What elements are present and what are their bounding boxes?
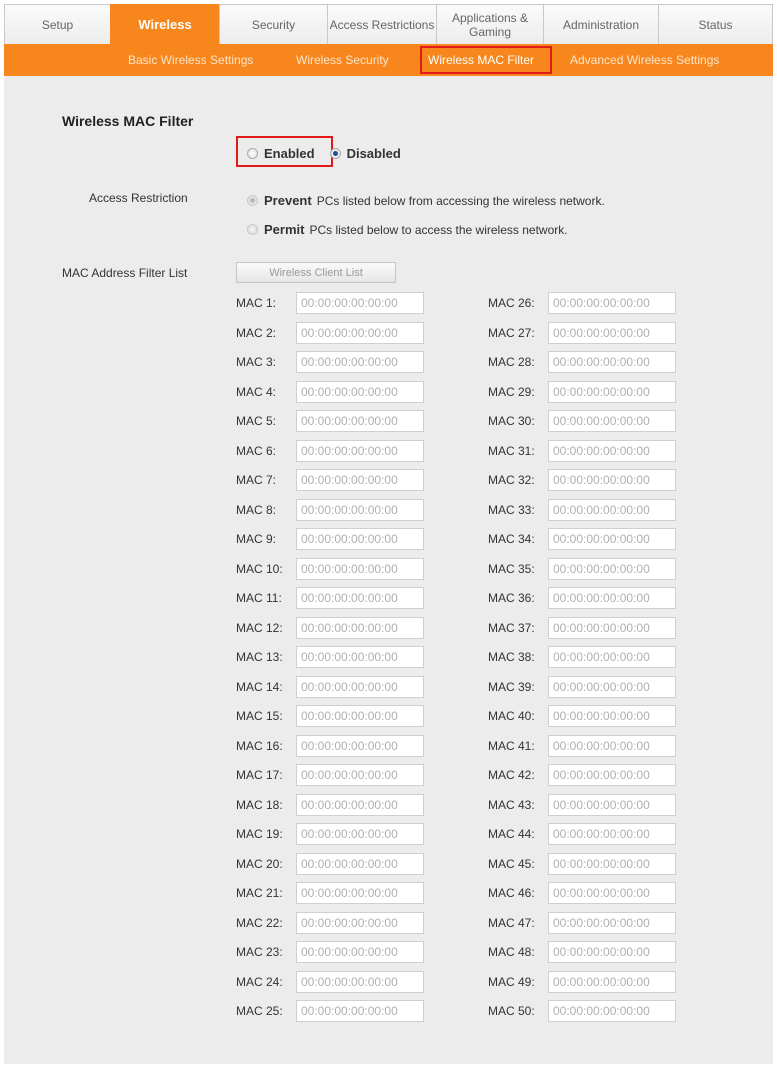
mac-row bbox=[236, 617, 424, 639]
mac-row bbox=[488, 499, 676, 521]
mac-label: MAC 14: bbox=[236, 679, 283, 694]
mac-row bbox=[488, 1000, 676, 1022]
mac-label: MAC 32: bbox=[488, 473, 535, 487]
mac-label: MAC 46: bbox=[488, 886, 535, 900]
mac-row bbox=[236, 381, 424, 403]
mac-label: MAC 6: bbox=[236, 443, 277, 458]
mac-label: MAC 13: bbox=[236, 650, 283, 664]
mac-label: MAC 9: bbox=[236, 532, 277, 546]
enabled-label: Enabled bbox=[264, 146, 315, 161]
mac-row bbox=[488, 558, 676, 580]
mac-address-input[interactable] bbox=[296, 351, 424, 373]
mac-address-input[interactable] bbox=[296, 735, 424, 757]
mac-row bbox=[236, 440, 424, 462]
mac-label: MAC 25: bbox=[236, 1004, 283, 1018]
mac-label: MAC 37: bbox=[488, 620, 535, 635]
mac-label: MAC 11: bbox=[236, 591, 282, 605]
mac-address-input[interactable] bbox=[296, 971, 424, 993]
mac-label: MAC 34: bbox=[488, 532, 535, 546]
mac-row bbox=[488, 882, 676, 904]
mac-row bbox=[488, 646, 676, 668]
mac-label: MAC 10: bbox=[236, 561, 283, 576]
permit-radio[interactable] bbox=[247, 224, 258, 235]
mac-row bbox=[236, 292, 424, 314]
mac-label: MAC 45: bbox=[488, 856, 535, 871]
mac-address-input[interactable] bbox=[548, 469, 676, 491]
mac-label: MAC 33: bbox=[488, 502, 535, 517]
mac-address-input[interactable] bbox=[296, 823, 424, 845]
tab-wireless[interactable]: Wireless bbox=[110, 4, 220, 44]
wireless-client-list-button[interactable]: Wireless Client List bbox=[236, 262, 396, 283]
mac-address-input[interactable] bbox=[548, 587, 676, 609]
mac-label: MAC 2: bbox=[236, 325, 277, 340]
mac-row bbox=[236, 912, 424, 934]
mac-address-input[interactable] bbox=[548, 381, 676, 403]
mac-label: MAC 23: bbox=[236, 945, 283, 959]
mac-address-input[interactable] bbox=[296, 440, 424, 462]
mac-label: MAC 24: bbox=[236, 974, 283, 989]
prevent-text: PCs listed below from accessing the wireless network. bbox=[316, 193, 605, 208]
mac-row bbox=[488, 292, 676, 314]
access-restriction-label: Access Restriction bbox=[89, 191, 188, 205]
mac-address-input[interactable] bbox=[548, 558, 676, 580]
mac-address-input[interactable] bbox=[548, 794, 676, 816]
prevent-radio[interactable] bbox=[247, 195, 258, 206]
mac-label: MAC 49: bbox=[488, 974, 535, 989]
mac-label: MAC 22: bbox=[236, 915, 283, 930]
mac-row bbox=[488, 410, 676, 432]
mac-label: MAC 27: bbox=[488, 325, 535, 340]
mac-row bbox=[488, 764, 676, 786]
mac-row bbox=[236, 558, 424, 580]
mac-row bbox=[236, 322, 424, 344]
mac-row bbox=[488, 528, 676, 550]
mac-row bbox=[236, 794, 424, 816]
mac-label: MAC 21: bbox=[236, 886, 283, 900]
mac-address-input[interactable] bbox=[296, 322, 424, 344]
mac-address-input[interactable] bbox=[296, 764, 424, 786]
mac-label: MAC 30: bbox=[488, 414, 535, 428]
mac-address-input[interactable] bbox=[296, 794, 424, 816]
mac-address-input[interactable] bbox=[548, 322, 676, 344]
mac-label: MAC 44: bbox=[488, 827, 535, 841]
mac-label: MAC 12: bbox=[236, 620, 283, 635]
mac-label: MAC 47: bbox=[488, 915, 535, 930]
mac-row bbox=[236, 469, 424, 491]
tab-security[interactable]: Security bbox=[219, 4, 328, 44]
mac-row bbox=[236, 882, 424, 904]
disabled-radio[interactable] bbox=[330, 148, 341, 159]
mac-row bbox=[488, 705, 676, 727]
mac-row bbox=[236, 823, 424, 845]
mac-label: MAC 31: bbox=[488, 443, 535, 458]
mac-row bbox=[236, 499, 424, 521]
mac-address-input[interactable] bbox=[548, 912, 676, 934]
submenu-bar bbox=[4, 44, 773, 76]
mac-address-input[interactable] bbox=[296, 587, 424, 609]
mac-address-input[interactable] bbox=[548, 292, 676, 314]
disabled-label: Disabled bbox=[346, 146, 401, 161]
mac-filter-list-label: MAC Address Filter List bbox=[62, 266, 188, 280]
mac-row bbox=[488, 941, 676, 963]
mac-address-input[interactable] bbox=[548, 646, 676, 668]
mac-label: MAC 40: bbox=[488, 709, 535, 723]
mac-label: MAC 15: bbox=[236, 709, 283, 723]
mac-row bbox=[236, 764, 424, 786]
mac-address-input[interactable] bbox=[548, 410, 676, 432]
mac-address-input[interactable] bbox=[296, 410, 424, 432]
mac-address-input[interactable] bbox=[296, 705, 424, 727]
mac-address-input[interactable] bbox=[548, 823, 676, 845]
mac-row bbox=[236, 528, 424, 550]
mac-address-input[interactable] bbox=[296, 1000, 424, 1022]
mac-row bbox=[236, 676, 424, 698]
mac-address-input[interactable] bbox=[548, 528, 676, 550]
tab-access-restrictions[interactable]: Access Restrictions bbox=[327, 4, 437, 44]
mac-filter-toggle bbox=[247, 146, 406, 161]
mac-row bbox=[236, 941, 424, 963]
mac-label: MAC 50: bbox=[488, 1004, 535, 1018]
subtab-advanced-wireless-settings[interactable]: Advanced Wireless Settings bbox=[570, 53, 720, 67]
subtab-basic-wireless-settings[interactable]: Basic Wireless Settings bbox=[128, 53, 254, 67]
main-tab-strip bbox=[4, 4, 773, 44]
mac-address-input[interactable] bbox=[548, 676, 676, 698]
mac-address-input[interactable] bbox=[296, 882, 424, 904]
mac-address-input[interactable] bbox=[548, 735, 676, 757]
section-title: Wireless MAC Filter bbox=[62, 113, 194, 129]
mac-label: MAC 4: bbox=[236, 384, 277, 399]
mac-address-input[interactable] bbox=[296, 292, 424, 314]
mac-row bbox=[488, 912, 676, 934]
mac-label: MAC 29: bbox=[488, 384, 535, 399]
mac-label: MAC 35: bbox=[488, 561, 535, 576]
mac-address-input[interactable] bbox=[548, 499, 676, 521]
tab-status[interactable]: Status bbox=[658, 4, 773, 44]
mac-address-input[interactable] bbox=[296, 381, 424, 403]
mac-row bbox=[488, 735, 676, 757]
mac-row bbox=[236, 646, 424, 668]
mac-label: MAC 8: bbox=[236, 502, 277, 517]
mac-label: MAC 43: bbox=[488, 797, 535, 812]
enabled-radio[interactable] bbox=[247, 148, 258, 159]
mac-label: MAC 39: bbox=[488, 679, 535, 694]
mac-row bbox=[236, 853, 424, 875]
mac-address-input[interactable] bbox=[296, 617, 424, 639]
mac-row bbox=[236, 705, 424, 727]
mac-label: MAC 16: bbox=[236, 738, 283, 753]
mac-address-input[interactable] bbox=[296, 558, 424, 580]
mac-label: MAC 7: bbox=[236, 473, 277, 487]
mac-label: MAC 19: bbox=[236, 827, 283, 841]
mac-row bbox=[236, 351, 424, 373]
subtab-wireless-security[interactable]: Wireless Security bbox=[296, 53, 389, 67]
mac-row bbox=[488, 322, 676, 344]
mac-row bbox=[236, 735, 424, 757]
mac-row bbox=[236, 587, 424, 609]
mac-address-input[interactable] bbox=[548, 971, 676, 993]
mac-address-input[interactable] bbox=[548, 1000, 676, 1022]
mac-label: MAC 26: bbox=[488, 296, 535, 310]
mac-row bbox=[488, 676, 676, 698]
mac-row bbox=[488, 381, 676, 403]
mac-label: MAC 48: bbox=[488, 945, 535, 959]
mac-address-input[interactable] bbox=[548, 617, 676, 639]
mac-address-input[interactable] bbox=[296, 499, 424, 521]
mac-label: MAC 42: bbox=[488, 768, 535, 782]
mac-row bbox=[488, 440, 676, 462]
tab-administration[interactable]: Administration bbox=[543, 4, 659, 44]
subtab-wireless-mac-filter[interactable]: Wireless MAC Filter bbox=[420, 46, 552, 74]
mac-row bbox=[488, 794, 676, 816]
mac-row bbox=[488, 971, 676, 993]
mac-address-input[interactable] bbox=[296, 469, 424, 491]
permit-option bbox=[247, 222, 568, 237]
mac-label: MAC 1: bbox=[236, 296, 277, 310]
mac-address-input[interactable] bbox=[548, 705, 676, 727]
mac-address-input[interactable] bbox=[296, 528, 424, 550]
mac-address-input[interactable] bbox=[548, 351, 676, 373]
prevent-option bbox=[247, 193, 605, 208]
mac-label: MAC 5: bbox=[236, 414, 277, 428]
mac-address-input[interactable] bbox=[296, 853, 424, 875]
mac-row bbox=[488, 587, 676, 609]
mac-label: MAC 18: bbox=[236, 797, 283, 812]
mac-label: MAC 36: bbox=[488, 591, 535, 605]
mac-label: MAC 3: bbox=[236, 355, 277, 369]
mac-address-input[interactable] bbox=[296, 646, 424, 668]
permit-bold-label: Permit bbox=[264, 222, 305, 237]
permit-text: PCs listed below to access the wireless network. bbox=[309, 222, 568, 237]
mac-address-input[interactable] bbox=[548, 882, 676, 904]
mac-row bbox=[488, 853, 676, 875]
mac-row bbox=[236, 1000, 424, 1022]
mac-row bbox=[488, 823, 676, 845]
mac-row bbox=[236, 410, 424, 432]
mac-address-input[interactable] bbox=[548, 853, 676, 875]
tab-applications-gaming[interactable]: Applications & Gaming bbox=[436, 4, 544, 44]
prevent-bold-label: Prevent bbox=[264, 193, 312, 208]
mac-address-input[interactable] bbox=[548, 440, 676, 462]
tab-setup[interactable]: Setup bbox=[4, 4, 111, 44]
mac-row bbox=[488, 617, 676, 639]
mac-row bbox=[488, 351, 676, 373]
mac-row bbox=[488, 469, 676, 491]
mac-address-input[interactable] bbox=[548, 941, 676, 963]
mac-label: MAC 20: bbox=[236, 856, 283, 871]
mac-address-input[interactable] bbox=[548, 764, 676, 786]
mac-label: MAC 28: bbox=[488, 355, 535, 369]
mac-label: MAC 38: bbox=[488, 650, 535, 664]
mac-label: MAC 17: bbox=[236, 768, 283, 782]
mac-label: MAC 41: bbox=[488, 738, 535, 753]
mac-row bbox=[236, 971, 424, 993]
mac-address-input[interactable] bbox=[296, 676, 424, 698]
mac-address-input[interactable] bbox=[296, 941, 424, 963]
mac-address-input[interactable] bbox=[296, 912, 424, 934]
